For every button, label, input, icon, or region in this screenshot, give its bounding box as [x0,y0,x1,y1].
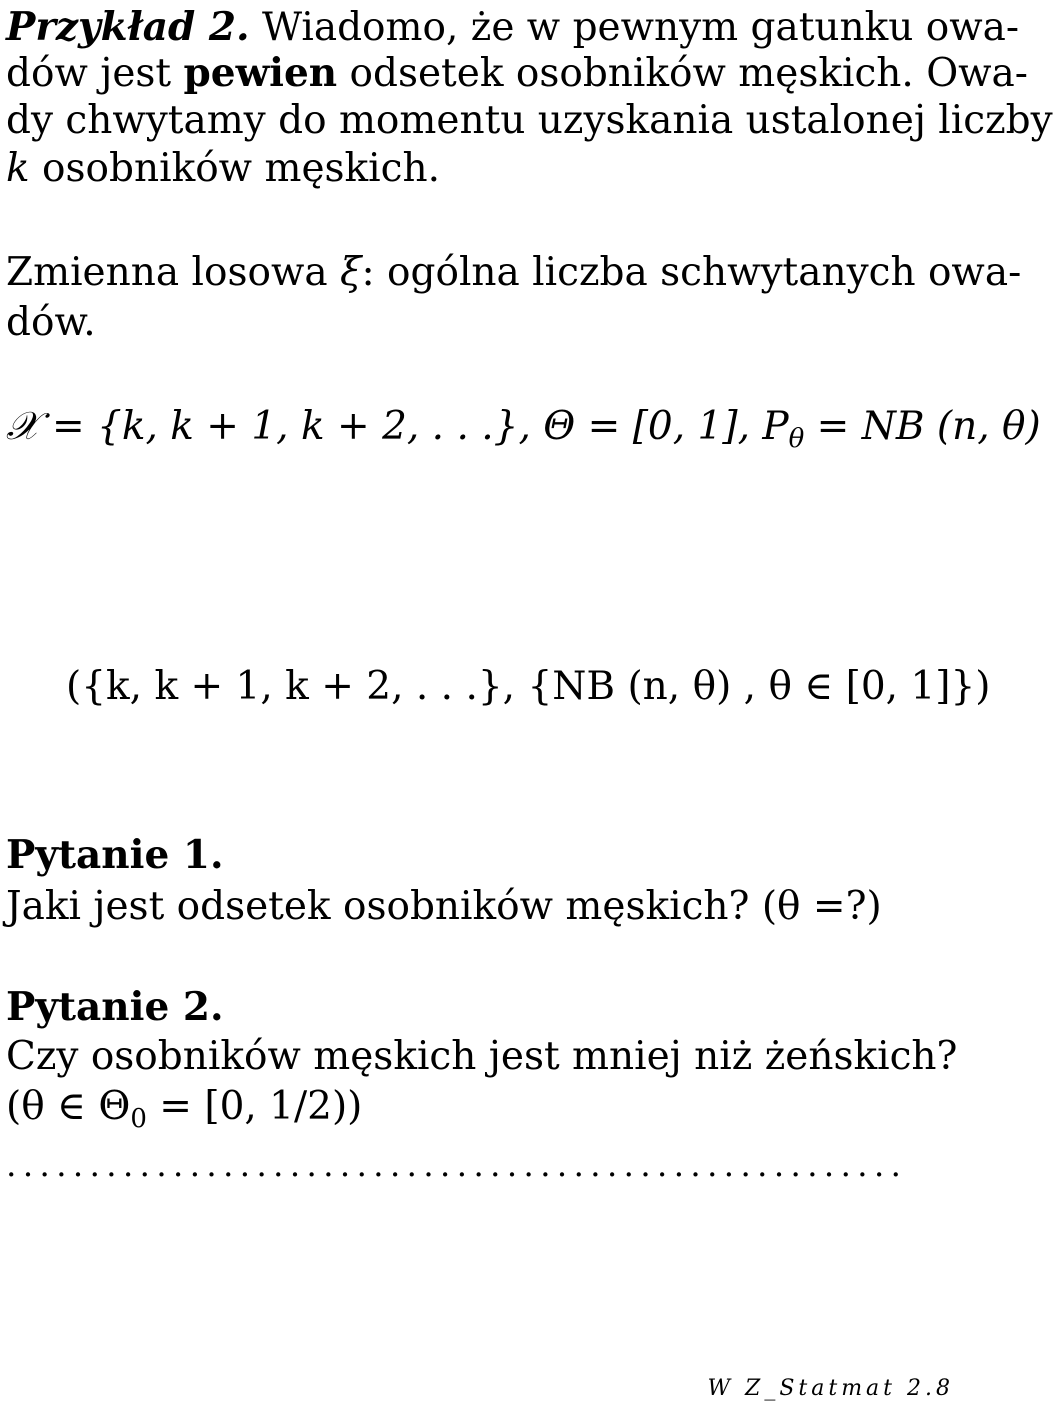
pewien-bold: pewien [183,50,338,96]
example-line-3: dy chwytamy do momentu uzyskania ustalonej liczby [6,98,1053,143]
example-line-4-text: osobników męskich. [29,146,440,191]
example-label: Przykład 2. [6,4,250,50]
theta-subscript: θ [788,424,805,454]
footer-label: W Z_Statmat 2.8 [707,1376,954,1401]
example-line-2-end: odsetek osobników męskich. Owa- [337,51,1028,96]
question-2-hypothesis [6,1080,954,1146]
variable-line-1-end: : ogólna liczba schwytanych owa- [361,250,1022,295]
theta-zero-subscript: 0 [130,1104,147,1134]
sample-space-symbol: 𝒳 [6,404,40,449]
example-line-2-start: dów jest [6,51,184,96]
model-distribution: = NB (n, θ) [804,404,1041,449]
example-line-1-text: Wiadomo, że w pewnym gatunku owa- [249,5,1020,50]
variable-line-1 [6,246,1022,300]
hypothesis-start: (θ ∈ Θ [6,1084,131,1129]
hypothesis-end: = [0, 1/2)) [146,1084,363,1129]
statistical-structure: ({k, k + 1, k + 2, . . .}, {NB (n, θ) , θ ∈ [0, 1]}) [66,664,991,709]
variable-line-2: dów. [6,300,96,345]
question-2-heading: Pytanie 2. [6,984,224,1030]
variable-line-1-start: Zmienna losowa [6,250,340,295]
example-line-4 [6,142,954,196]
question-1-heading: Pytanie 1. [6,832,224,878]
model-formula [6,400,1041,466]
xi-symbol: ξ [340,250,362,295]
model-space: = {k, k + 1, k + 2, . . .}, Θ = [0, 1], P [39,404,789,449]
question-2-text: Czy osobników męskich jest mniej niż żeńskich? [6,1034,958,1079]
question-1-text: Jaki jest odsetek osobników męskich? (θ =?) [6,884,882,929]
dotted-separator: ...................................................... [6,1145,908,1184]
example-line-2 [6,46,1028,101]
k-variable: k [6,146,30,191]
